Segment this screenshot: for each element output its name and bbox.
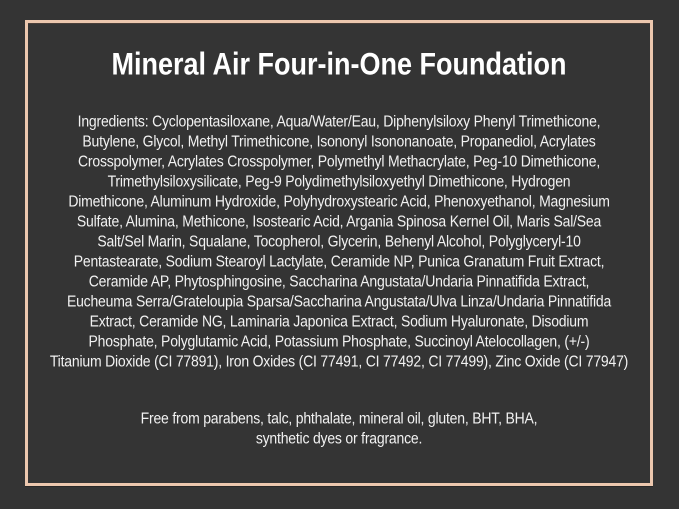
ingredients-line: Eucheuma Serra/Grateloupia Sparsa/Saccharina Angustata/Ulva Linza/Undaria Pinnatifida [66,292,612,310]
ingredients-line: Butylene, Glycol, Methyl Trimethicone, Isononyl Isononanoate, Propanediol, Acrylates [82,132,596,150]
ingredients-line: Trimethylsiloxysilicate, Peg-9 Polydimethylsiloxyethyl Dimethicone, Hydrogen [107,172,571,190]
ingredients-line: Crosspolymer, Acrylates Crosspolymer, Polymethyl Methacrylate, Peg-10 Dimethicone, [77,152,601,170]
free-from-line: Free from parabens, talc, phthalate, mineral oil, gluten, BHT, BHA, [140,409,538,427]
free-from-statement [28,408,650,448]
ingredients-line: Sulfate, Alumina, Methicone, Isostearic Acid, Argania Spinosa Kernel Oil, Maris Sal/Sea [76,212,602,230]
product-title: Mineral Air Four-in-One Foundation [111,46,567,82]
ingredients-line: Phosphate, Polyglutamic Acid, Potassium Phosphate, Succinoyl Atelocollagen, (+/-) [88,332,590,350]
ingredients-line: Pentastearate, Sodium Stearoyl Lactylate, Ceramide NP, Punica Granatum Fruit Extract, [73,252,605,270]
ingredients-line: Extract, Ceramide NG, Laminaria Japonica Extract, Sodium Hyaluronate, Disodium [89,312,589,330]
ingredients-line: Titanium Dioxide (CI 77891), Iron Oxides (CI 77491, CI 77492, CI 77499), Zinc Oxide (CI 77947) [49,352,629,370]
ingredients-line: Salt/Sel Marin, Squalane, Tocopherol, Glycerin, Behenyl Alcohol, Polyglyceryl-10 [97,232,581,250]
border-frame [25,20,653,486]
ingredients-line: Ceramide AP, Phytosphingosine, Saccharina Angustata/Undaria Pinnatifida Extract, [88,272,590,290]
ingredients-list [28,111,650,371]
free-from-line: synthetic dyes or fragrance. [255,429,423,447]
ingredients-line: Dimethicone, Aluminum Hydroxide, Polyhydroxystearic Acid, Phenoxyethanol, Magnesium [68,192,610,210]
ingredients-line: Ingredients: Cyclopentasiloxane, Aqua/Water/Eau, Diphenylsiloxy Phenyl Trimethicone, [77,112,601,130]
